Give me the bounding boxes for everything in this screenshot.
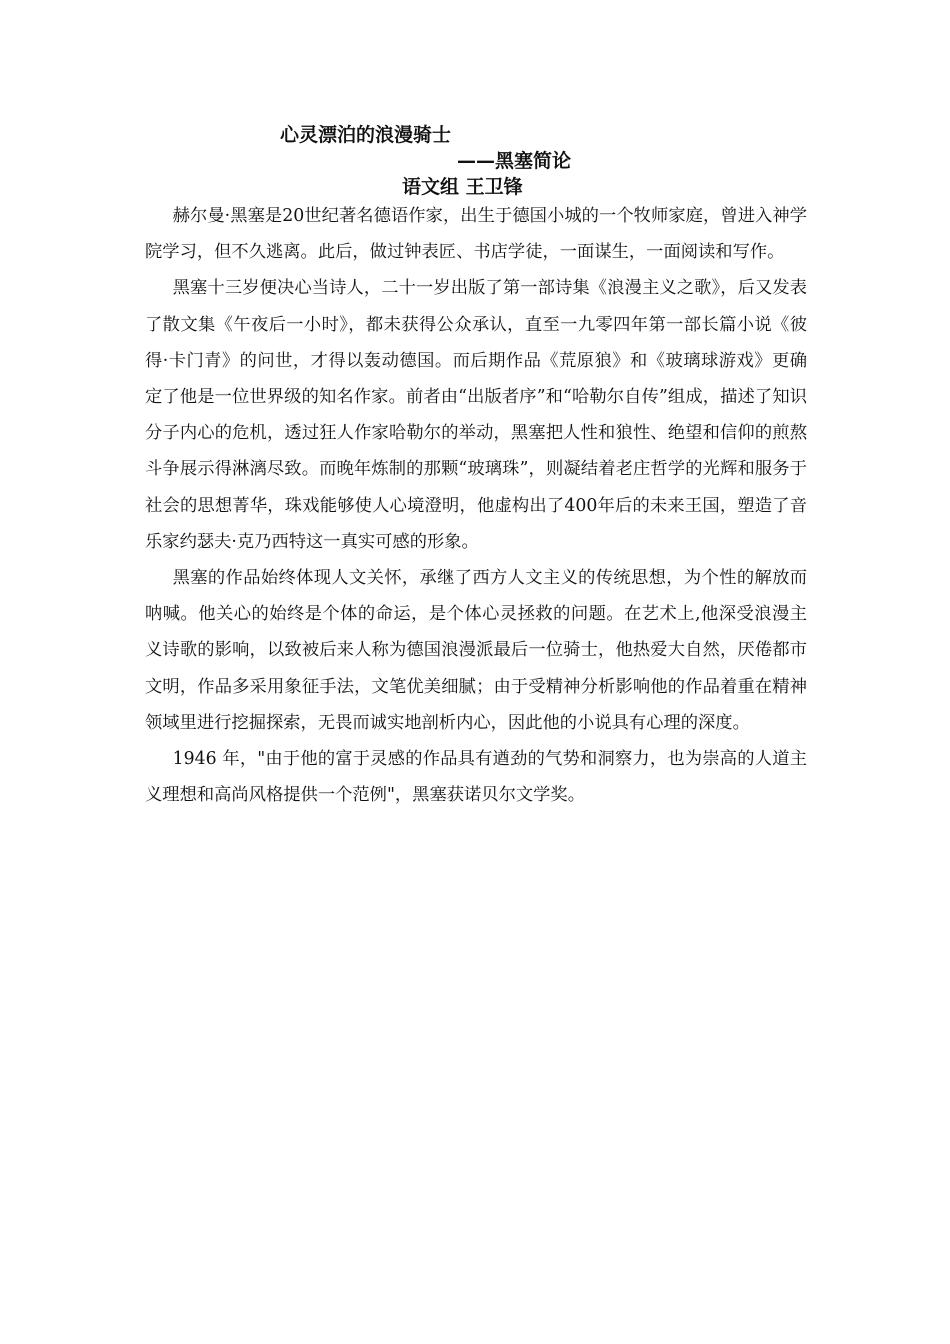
author-line: 语文组 王卫锋 (402, 176, 523, 198)
paragraph-works: 黑塞十三岁便决心当诗人，二十一岁出版了第一部诗集《浪漫主义之歌》，后又发表了散文集《午夜后一小时》，都未获得公众承认，直至一九零四年第一部长篇小说《彼得·卡门青》的问世，才得以轰动德国。而后期作品《荒原狼》和《玻璃球游戏》更确定了他是一位世界级的知名作家。前者由“出版者序”和“哈勒尔自传”组成，描述了知识分子内心的危机，透过狂人作家哈勒尔的举动，黑塞把人性和狼性、绝望和信仰的煎熬斗争展示得淋漓尽致。而晚年炼制的那颗“玻璃珠”，则凝结着老庄哲学的光辉和服务于社会的思想菁华，珠戏能够使人心境澄明，他虚构出了400年后的未来王国，塑造了音乐家约瑟夫·克乃西特这一真实可感的形象。 (145, 278, 807, 552)
paragraph-intro: 赫尔曼·黑塞是20世纪著名德语作家，出生于德国小城的一个牧师家庭，曾进入神学院学习，但不久逃离。此后，做过钟表匠、书店学徒，一面谋生，一面阅读和写作。 (145, 206, 807, 263)
paragraph-humanism: 黑塞的作品始终体现人文关怀，承继了西方人文主义的传统思想，为个性的解放而呐喊。他关心的始终是个体的命运，是个体心灵拯救的问题。在艺术上,他深受浪漫主义诗歌的影响，以致被后来人称为德国浪漫派最后一位骑士，他热爱大自然，厌倦都市文明，作品多采用象征手法，文笔优美细腻；由于受精神分析影响他的作品着重在精神领域里进行挖掘探索，无畏而诚实地剖析内心，因此他的小说具有心理的深度。 (145, 568, 807, 733)
document-body (145, 198, 807, 813)
document-title: 心灵漂泊的浪漫骑士 (280, 124, 452, 146)
paragraph-nobel: 1946 年，"由于他的富于灵感的作品具有遒劲的气势和洞察力，也为崇高的人道主义理想和高尚风格提供一个范例"，黑塞获诺贝尔文学奖。 (145, 749, 807, 806)
document-subtitle: ——黑塞简论 (457, 150, 572, 172)
